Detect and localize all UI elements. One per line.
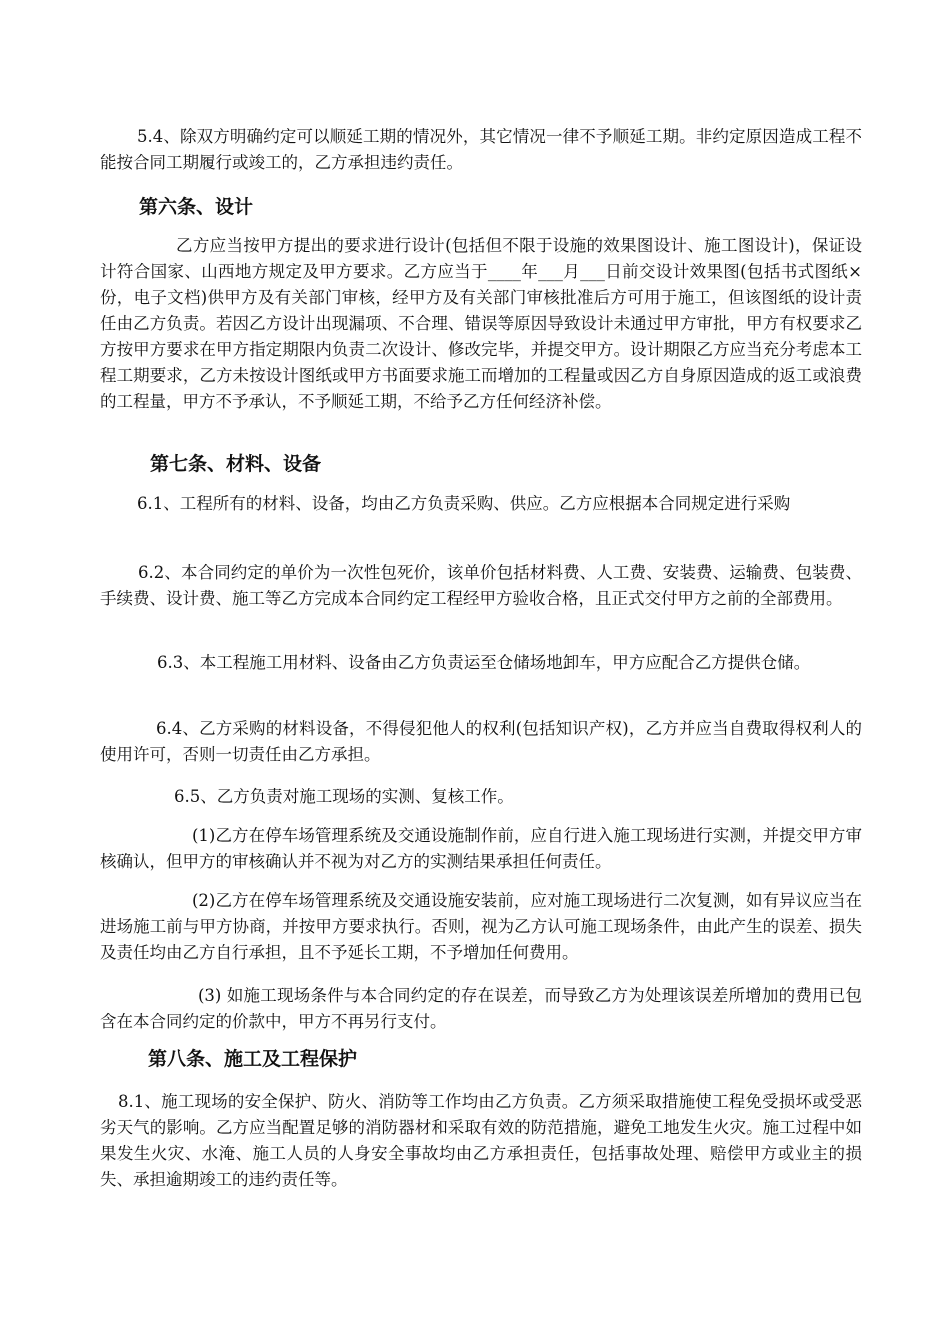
clause-6-5: 6.5、乙方负责对施工现场的实测、复核工作。 <box>174 787 514 806</box>
article-7-heading: 第七条、材料、设备 <box>150 453 322 475</box>
clause-8-1: 8.1、施工现场的安全保护、防火、消防等工作均由乙方负责。乙方须采取措施使工程免受损坏或受恶劣天气的影响。乙方应当配置足够的消防器材和采取有效的防范措施，避免工地发生火灾。施工过程中如果发生火灾、水淹、施工人员的人身安全事故均由乙方承担责任，包括事故处理、赔偿甲方或业主的损失、承担逾期竣工的违约责任等。 <box>100 1092 862 1189</box>
article-6-body: 乙方应当按甲方提出的要求进行设计(包括但不限于设施的效果图设计、施工图设计)，保证设计符合国家、山西地方规定及甲方要求。乙方应当于____年___月___日前交设计效果图(包括书式图纸×份，电子文档)供甲方及有关部门审核，经甲方及有关部门审核批准后方可用于施工，但该图纸的设计责任由乙方负责。若因乙方设计出现漏项、不合理、错误等原因导致设计未通过甲方审批，甲方有权要求乙方按甲方要求在甲方指定期限内负责二次设计、修改完毕，并提交甲方。设计期限乙方应当充分考虑本工程工期要求，乙方未按设计图纸或甲方书面要求施工而增加的工程量或因乙方自身原因造成的返工或浪费的工程量，甲方不予承认，不予顺延工期，不给予乙方任何经济补偿。 <box>100 236 862 411</box>
clause-6-4: 6.4、乙方采购的材料设备，不得侵犯他人的权利(包括知识产权)，乙方并应当自费取得权利人的使用许可，否则一切责任由乙方承担。 <box>100 719 862 764</box>
clause-6-3: 6.3、本工程施工用材料、设备由乙方负责运至仓储场地卸车，甲方应配合乙方提供仓储。 <box>157 653 811 672</box>
clause-5-4: 5.4、除双方明确约定可以顺延工期的情况外，其它情况一律不予顺延工期。非约定原因造成工程不能按合同工期履行或竣工的，乙方承担违约责任。 <box>100 127 862 172</box>
list-item-3: (3) 如施工现场条件与本合同约定的存在误差，而导致乙方为处理该误差所增加的费用已包含在本合同约定的价款中，甲方不再另行支付。 <box>100 986 862 1031</box>
list-item-1: (1)乙方在停车场管理系统及交通设施制作前，应自行进入施工现场进行实测，并提交甲方审核确认，但甲方的审核确认并不视为对乙方的实测结果承担任何责任。 <box>100 826 862 871</box>
list-item-2: (2)乙方在停车场管理系统及交通设施安装前，应对施工现场进行二次复测，如有异议应当在进场施工前与甲方协商，并按甲方要求执行。否则，视为乙方认可施工现场条件，由此产生的误差、损失及责任均由乙方自行承担，且不予延长工期，不予增加任何费用。 <box>100 891 862 962</box>
article-8-heading: 第八条、施工及工程保护 <box>148 1048 358 1070</box>
clause-6-2: 6.2、本合同约定的单价为一次性包死价，该单价包括材料费、人工费、安装费、运输费、包装费、手续费、设计费、施工等乙方完成本合同约定工程经甲方验收合格，且正式交付甲方之前的全部费用。 <box>100 563 862 608</box>
clause-6-1: 6.1、工程所有的材料、设备，均由乙方负责采购、供应。乙方应根据本合同规定进行采购 <box>137 494 791 513</box>
article-6-heading: 第六条、设计 <box>139 196 254 218</box>
